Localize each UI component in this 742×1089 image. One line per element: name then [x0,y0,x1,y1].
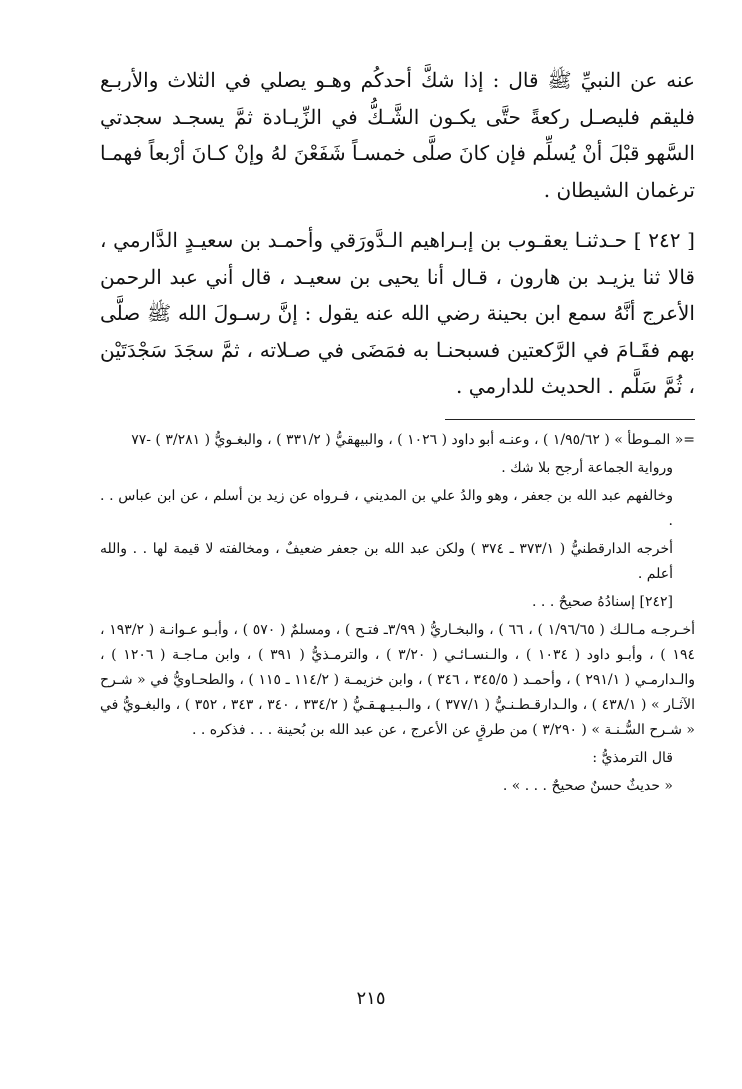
footnote-continuation: =« المـوطأ » ( ١/٩٥/٦٢ ) ، وعنـه أبو داود ( ١٠٢٦ ) ، والبيهقيُّ ( ٣٣١/٢ ) ، والبغـويُّ ( ٣/٢٨١ ) -٧٧ [131,431,695,448]
footnote-note: قال الترمذيُّ : [592,749,673,766]
hadith-text-continued: عنه عن النبيِّ ﷺ قال : إذا شكَّ أحدكُم وهـو يصلي في الثلاث والأربـع فليقم فليصـل ركعةً حتَّى يكـون الشَّـكُّ في الزِّيـادة ثمَّ يسجـد سجدتي السَّهو قبْلَ أنْ يُسلِّم فإن كانَ صلَّى خمسـاً شَفَعْنَ لهُ وإنْ كـانَ أرْبعاً فهمـا ترغمان الشيطان . [100,68,695,202]
footnote-grading: [٢٤٢] إسنادُهُ صحيحٌ . . . [532,593,673,610]
footnote-quote: « حديثٌ حسنٌ صحيحٌ . . . » . [502,777,673,794]
footnote-takhrij: أخـرجـه مـالـك ( ١/٩٦/٦٥ ) ، ٦٦ ) ، والبخـاريُّ ( ٣/٩٩ـ فتـح ) ، ومسلمٌ ( ٥٧٠ ) ، وأبـو عـوانـة ( ١٩٣/٢ ، ١٩٤ ) ، وأبـو داود ( ١٠٣٤ ) ، والـنسـائـي ( ٣/٢٠ ) ، والترمـذيُّ ( ٣٩١ ) ، وابن مـاجـة ( ١٢٠٦ ) ، والـدارمـي ( ٢٩١/١ ) ، وأحمـد ( ٣٤٥/٥ ، ٣٤٦ ) ، وابن خزيمـة ( ١١٤/٢ ـ ١١٥ ) ، والطحـاويُّ في « شـرح الآثـار » ( ٤٣٨/١ ) ، والـدارقـطـنـيُّ ( ٣٧٧/١ ) ، والـبـيـهـقـيُّ ( ٣٣٤/٢ ، ٣٤٠ ، ٣٤٣ ، ٣٥٢ ) ، والبغـويُّ في « شـرح السُّـنـة » ( ٣/٢٩٠ ) من طرقٍ عن الأعرج ، عن عبد الله بن بُحينة . . . فذكره . . [100,621,695,738]
footnote-divider [445,419,695,420]
hadith-242: [ ٢٤٢ ] حـدثنـا يعقـوب بن إبـراهيم الـدَّورَقي وأحمـد بن سعيـدٍ الدَّارمي ، قالا ثنا يزيـد بن هارون ، قـال أنا يحيى بن سعيـد ، قال أني عبد الرحمن الأعرج أنَّهُ سمع ابن بحينة رضي الله عنه يقول : إنَّ رسـولَ الله ﷺ صلَّى بهم فقَـامَ في الرَّكعتين فسبحنـا به فمَضَى في صـلاته ، ثمَّ سجَدَ سَجْدَتَيْن ، ثُمَّ سَلَّم . الحديث للدارمي . [100,228,695,398]
page-number: ٢١٥ [356,988,386,1009]
main-text [100,62,695,405]
footnote-note: ورواية الجماعة أرجح بلا شك . [501,459,673,476]
footnote-note: وخالفهم عبد الله بن جعفر ، وهو والدُ علي بن المديني ، فـرواه عن زيد بن أسلم ، عن ابن عباس . . . [100,487,673,529]
page-content [100,62,695,802]
footnotes [100,428,695,799]
footnote-note: أخرجه الدارقطنيُّ ( ٣٧٣/١ ـ ٣٧٤ ) ولكن عبد الله بن جعفر ضعيفٌ ، ومخالفته لا قيمة لها . . والله أعلم . [100,540,673,582]
